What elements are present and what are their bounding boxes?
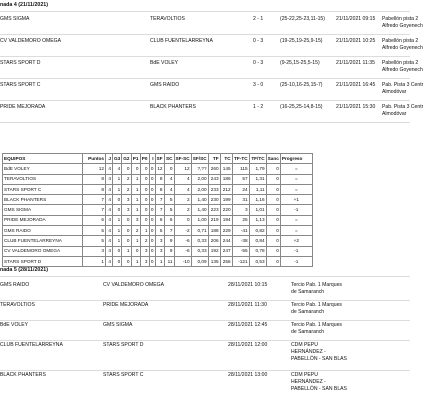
stat-cell: 0 [122,164,131,174]
match-row [0,320,410,340]
venue-line: Pab. Pista 3 Centr [382,82,423,88]
stat-cell: 4 [106,184,113,194]
column-header: Sanc [266,154,280,164]
stat-cell: 12 [83,164,106,174]
stat-cell: 5 [164,195,174,205]
stat-cell: 1 [131,184,140,194]
stat-cell: 1,31 [249,174,266,184]
stat-cell: 6 [83,215,106,225]
progress-cell: = [280,184,312,194]
stat-cell: 0 [266,226,280,236]
home-team: CV VALDEMORO OMEGA [0,38,62,44]
stat-cell: 115 [232,164,249,174]
match-row [0,36,423,56]
away-team: GMS SIGMA [103,322,133,328]
stat-cell: 192 [208,246,220,256]
stat-cell: 0 [266,246,280,256]
team-name: BdE VOLEY [3,164,83,174]
stat-cell: 4 [106,215,113,225]
stat-cell: 1 [122,246,131,256]
divider [0,11,410,12]
stat-cell: 1,40 [191,195,208,205]
stat-cell: 0 [149,246,155,256]
column-header: Puntos [83,154,106,164]
home-team: STARS SPORT D [0,60,41,66]
stat-cell: 5 [83,226,106,236]
stat-cell: 4 [106,164,113,174]
score: 3 - 0 [253,82,264,88]
stat-cell: 2,00 [191,174,208,184]
stat-cell: 1 [131,205,140,215]
stat-cell: 0 [122,215,131,225]
stat-cell: 3 [122,205,131,215]
progress-cell: +1 [280,195,312,205]
sets: (25-10,16-25,15-7) [280,82,323,88]
column-header: I [149,154,155,164]
stat-cell: 4 [164,184,174,194]
venue-line: Pabellón pista 2 [382,60,419,66]
team-name: STARS SPORT C [3,184,83,194]
venue-line: Pab. Pista 3 Centr [382,104,423,110]
stat-cell: 2 [174,205,191,215]
stat-cell: 8 [83,184,106,194]
match-row [0,370,410,400]
stat-cell: 4 [106,205,113,215]
column-header: TC [220,154,232,164]
stat-cell: 4 [106,256,113,266]
venue-line: HERNÁNDEZ - [291,349,326,355]
table-row [3,246,313,256]
divider [0,78,410,79]
stat-cell: 0 [266,164,280,174]
match-date: 21/11/2021 11:35 [336,60,375,66]
stat-cell: 8 [155,174,164,184]
away-team: STARS SPORT C [103,372,144,378]
match-row [0,280,410,300]
stat-cell: 0 [149,226,155,236]
progress-cell: +2 [280,236,312,246]
away-team: CV VALDEMORO OMEGA [103,282,165,288]
team-name: PRIDE MEJORADA [3,215,83,225]
stat-cell: 2 [140,236,149,246]
stat-cell: 1 [131,236,140,246]
stat-cell: 57 [232,174,249,184]
venue-line: Pabellón pista 2 [382,38,419,44]
stat-cell: 3 [140,256,149,266]
stat-cell: 3 [83,246,106,256]
stat-cell: 0 [266,205,280,215]
stat-cell: 1 [113,174,122,184]
column-header: G2 [122,154,131,164]
stat-cell: 0 [266,195,280,205]
team-name: STARS SPORT D [3,256,83,266]
match-date: 21/11/2021 10:25 [336,38,376,44]
stat-cell: -121 [232,256,249,266]
stat-cell: 0 [140,215,149,225]
score: 1 - 2 [253,104,264,110]
venue-line: CDM PEPU [291,372,318,378]
stat-cell: 5 [83,236,106,246]
stat-cell: 0 [131,164,140,174]
stat-cell: 0,33 [191,236,208,246]
team-name: GMS SIGMA [3,205,83,215]
stat-cell: 3 [232,205,249,215]
column-header: P1 [131,154,140,164]
progress-cell: -1 [280,205,312,215]
stat-cell: 0 [149,195,155,205]
stat-cell: 4 [174,184,191,194]
match-row [0,80,423,100]
match-date: 28/11/2021 12:45 [228,322,268,328]
stat-cell: 0 [122,236,131,246]
stat-cell: 0,53 [249,256,266,266]
stat-cell: 0 [266,174,280,184]
sets: (9-25,15-25,5-15) [280,60,320,66]
stat-cell: 233 [208,184,220,194]
home-team: BLACK PHANTERS [0,372,46,378]
stat-cell: 9 [164,246,174,256]
stat-cell: 247 [220,246,232,256]
table-row [3,215,313,225]
table-row [3,164,313,174]
stat-cell: 1 [113,226,122,236]
stat-cell: 1 [113,215,122,225]
stat-cell: 229 [220,226,232,236]
match-date: 28/11/2021 10:15 [228,282,268,288]
stat-cell: 0,33 [191,246,208,256]
stat-cell: 1 [113,236,122,246]
progress-cell: = [280,174,312,184]
stat-cell: 1,01 [249,205,266,215]
away-team: BLACK PHANTERS [150,104,196,110]
stat-cell: 0 [113,195,122,205]
venue-line: PABELLÓN - SAN BLAS [291,356,347,362]
table-row [3,195,313,205]
stat-cell: 145 [220,164,232,174]
score: 0 - 3 [253,60,264,66]
stat-cell: 6 [155,215,164,225]
stat-cell: 2,00 [191,184,208,194]
stat-cell: 7 [83,205,106,215]
column-header: SF-SC [174,154,191,164]
divider [0,276,410,277]
venue-line: CDM PEPU [291,342,318,348]
stat-cell: 1,00 [191,215,208,225]
stat-cell: 1,16 [249,195,266,205]
stat-cell: ?,?? [191,164,208,174]
stat-cell: 0 [140,174,149,184]
stat-cell: 7 [155,195,164,205]
venue-line: Pabellón pista 2 [382,16,419,22]
venue-line: Alfredo Goyenech [382,45,423,51]
match-row [0,340,410,370]
stat-cell: 0 [164,164,174,174]
stat-cell: 6 [164,215,174,225]
venue-line: HERNÁNDEZ - [291,379,326,385]
stat-cell: 0 [122,256,131,266]
stat-cell: 2 [122,174,131,184]
stat-cell: 12 [174,164,191,174]
stat-cell: 8 [155,184,164,194]
stat-cell: 12 [155,164,164,174]
home-team: GMS SIGMA [0,16,30,22]
match-row [0,14,423,34]
stat-cell: 0,71 [191,226,208,236]
venue-line: Alfredo Goyenech [382,23,423,29]
column-header: G3 [113,154,122,164]
stat-cell: 256 [220,256,232,266]
stat-cell: 0,78 [249,246,266,256]
table-row [3,226,313,236]
away-team: STARS SPORT D [103,342,144,348]
match-date: 21/11/2021 15:30 [336,104,376,110]
stat-cell: 1,13 [249,215,266,225]
stat-cell: 0 [266,236,280,246]
stat-cell: 0 [140,205,149,215]
stat-cell: 3 [131,215,140,225]
progress-cell: = [280,226,312,236]
stat-cell: 4 [106,174,113,184]
column-header: EQUIPOS [3,154,83,164]
match-row [0,58,423,78]
stat-cell: 4 [164,174,174,184]
team-name: CLUB FUENTELARREYNA [3,236,83,246]
divider [0,122,410,123]
table-row [3,256,313,266]
stat-cell: 230 [208,195,220,205]
stat-cell: 212 [220,184,232,194]
stat-cell: 0 [149,174,155,184]
progress-cell: = [280,164,312,174]
stat-cell: 1,40 [191,205,208,215]
match-row [0,300,410,320]
stat-cell: 0 [266,215,280,225]
divider [0,56,410,57]
match-date: 28/11/2021 12:00 [228,342,268,348]
team-name: TERAVOLTIOS [3,174,83,184]
score: 2 - 1 [253,16,264,22]
home-team: TERAVOLTIOS [0,302,35,308]
stat-cell: 0 [140,184,149,194]
stat-cell: -6 [174,246,191,256]
stat-cell: 0 [149,184,155,194]
stat-cell: 3 [122,195,131,205]
table-row [3,174,313,184]
stat-cell: 199 [220,195,232,205]
team-name: GMS RAIDO [3,226,83,236]
home-team: BdE VOLEY [0,322,29,328]
stat-cell: 7 [83,195,106,205]
divider [0,34,410,35]
stat-cell: 1,79 [249,164,266,174]
stat-cell: -38 [232,236,249,246]
stat-cell: 4 [106,236,113,246]
column-header: TF/TC [249,154,266,164]
progress-cell: -1 [280,256,312,266]
column-header: TF-TC [232,154,249,164]
stat-cell: 8 [83,174,106,184]
venue-line: de Samaranch [291,309,325,315]
stat-cell: 5 [155,226,164,236]
column-header: Progreso [280,154,312,164]
home-team: STARS SPORT C [0,82,41,88]
column-header: SC [164,154,174,164]
stat-cell: 1 [155,256,164,266]
venue-line: PABELLÓN - SAN BLAS [291,386,347,392]
stat-cell: 1 [83,256,106,266]
table-row [3,205,313,215]
stat-cell: 4 [106,195,113,205]
stat-cell: 7 [164,226,174,236]
stat-cell: 1 [140,226,149,236]
stat-cell: 3 [140,246,149,256]
stat-cell: 1 [131,195,140,205]
stat-cell: 25 [232,215,249,225]
stat-cell: -10 [174,256,191,266]
stat-cell: 3 [155,236,164,246]
standings-header-row [3,154,313,164]
column-header: P0 [140,154,149,164]
stat-cell: 11 [164,256,174,266]
match-date: 21/11/2021 09:15 [336,16,376,22]
stat-cell: 0,09 [191,256,208,266]
stat-cell: 194 [220,215,232,225]
round-5-title: nada 5 (28/11/2021) [0,267,48,273]
venue-line: de Samaranch [291,289,325,295]
sets: (25-22,25-23,11-15) [280,16,325,22]
stat-cell: 219 [208,215,220,225]
venue-line: Almodóvar [382,111,407,117]
match-row [0,102,423,122]
stat-cell: 0,82 [249,226,266,236]
stat-cell: 1 [131,256,140,266]
stat-cell: 0 [113,246,122,256]
team-name: CV VALDEMORO OMEGA [3,246,83,256]
stat-cell: 0 [140,195,149,205]
stat-cell: 0,84 [249,236,266,246]
match-date: 28/11/2021 13:00 [228,372,268,378]
home-team: PRIDE MEJORADA [0,104,46,110]
stat-cell: 3 [155,246,164,256]
stat-cell: 0 [149,215,155,225]
sets: (16-25,25-14,8-15) [280,104,323,110]
team-name: BLACK PHANTERS [3,195,83,205]
stat-cell: 0 [149,164,155,174]
stat-cell: 0 [113,205,122,215]
stat-cell: 1,11 [249,184,266,194]
column-header: J [106,154,113,164]
stat-cell: 206 [208,236,220,246]
venue-line: de Samaranch [291,329,325,335]
stat-cell: 0 [174,215,191,225]
stat-cell: 186 [220,174,232,184]
table-row [3,236,313,246]
away-team: BdE VOLEY [150,60,179,66]
standings-table [2,153,313,267]
stat-cell: 2 [122,184,131,194]
home-team: CLUB FUENTELARREYNA [0,342,63,348]
stat-cell: 31 [232,195,249,205]
stat-cell: 4 [106,246,113,256]
score: 0 - 3 [253,38,264,44]
table-row [3,184,313,194]
stat-cell: 0 [149,236,155,246]
progress-cell: -1 [280,246,312,256]
stat-cell: 0 [266,184,280,194]
stat-cell: 260 [208,164,220,174]
stat-cell: 2 [131,226,140,236]
progress-cell: = [280,215,312,225]
stat-cell: 5 [164,205,174,215]
stat-cell: 0 [149,256,155,266]
stat-cell: 0 [131,246,140,256]
venue-line: Tercio Pab. 1 Marques [291,322,342,328]
match-date: 28/11/2021 11:30 [228,302,267,308]
column-header: TF [208,154,220,164]
stat-cell: 220 [220,205,232,215]
stat-cell: 4 [113,164,122,174]
match-date: 21/11/2021 16:45 [336,82,376,88]
stat-cell: 0 [149,205,155,215]
stat-cell: 223 [208,205,220,215]
away-team: GMS RAIDO [150,82,180,88]
sets: (19-25,19-25,9-15) [280,38,323,44]
venue-line: Tercio Pab. 1 Marques [291,282,342,288]
stat-cell: 0 [266,256,280,266]
venue-line: Tercio Pab. 1 Marques [291,302,342,308]
stat-cell: 24 [232,184,249,194]
stat-cell: 9 [164,236,174,246]
stat-cell: -2 [174,226,191,236]
stat-cell: 0 [122,226,131,236]
round-4-title: nada 4 (21/11/2021) [0,2,48,8]
home-team: GMS RAIDO [0,282,30,288]
away-team: TERAVOLTIOS [150,16,185,22]
stat-cell: 0 [140,164,149,174]
column-header: SF [155,154,164,164]
stat-cell: 0 [113,256,122,266]
stat-cell: -55 [232,246,249,256]
stat-cell: 7 [155,205,164,215]
away-team: CLUB FUENTELARREYNA [150,38,213,44]
stat-cell: -6 [174,236,191,246]
column-header: SF/SC [191,154,208,164]
stat-cell: 1 [131,174,140,184]
away-team: PRIDE MEJORADA [103,302,149,308]
stat-cell: 4 [174,174,191,184]
venue-line: Alfredo Goyenech [382,67,423,73]
stat-cell: 1 [113,184,122,194]
stat-cell: 244 [220,236,232,246]
stat-cell: 2 [174,195,191,205]
stat-cell: 243 [208,174,220,184]
stat-cell: 135 [208,256,220,266]
stat-cell: -41 [232,226,249,236]
divider [0,100,410,101]
stat-cell: 188 [208,226,220,236]
stat-cell: 4 [106,226,113,236]
venue-line: Almodóvar [382,89,407,95]
